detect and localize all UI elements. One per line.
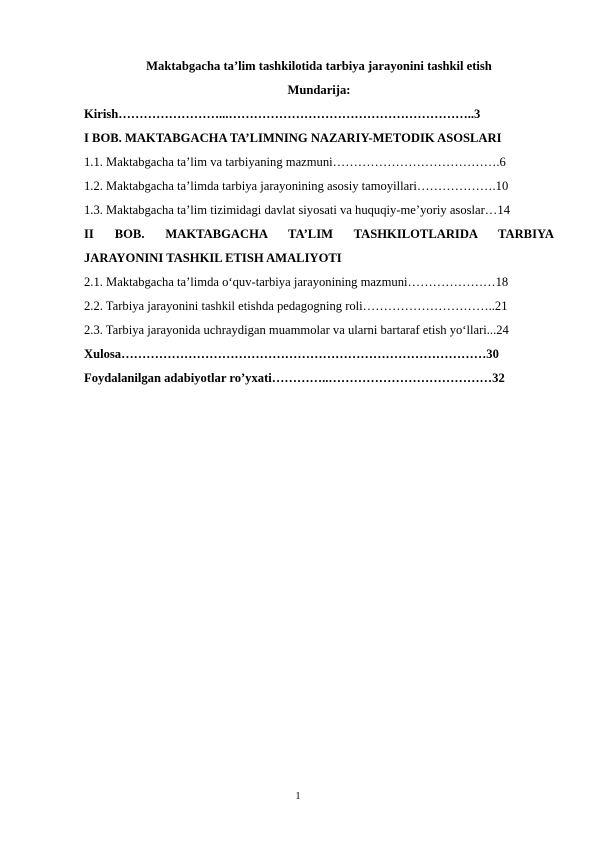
toc-chapter-2-heading: II BOB. MAKTABGACHA TA’LIM TASHKILOTLARIDA TARBIYA	[84, 227, 554, 241]
toc-chapter-2-heading-continued: JARAYONINI TASHKIL ETISH AMALIYOTI	[84, 251, 342, 265]
toc-entry-conclusion: Xulosa……………………………………………………………………………30	[84, 347, 499, 361]
toc-entry-2-3: 2.3. Tarbiya jarayonida uchraydigan muammolar va ularni bartaraf etish yo‘llari...24	[84, 323, 509, 337]
toc-entry-references: Foydalanilgan adabiyotlar ro’yxati…………..…………………………………32	[84, 371, 505, 385]
toc-chapter-1-heading: I BOB. MAKTABGACHA TA’LIMNING NAZARIY-METODIK ASOSLARI	[84, 131, 502, 145]
toc-entry-1-1: 1.1. Maktabgacha ta’lim va tarbiyaning mazmuni………………………………….6	[84, 155, 506, 169]
toc-entry-introduction: Kirish……………………...…………………………………………………..3	[84, 107, 481, 121]
toc-entry-1-3: 1.3. Maktabgacha ta’lim tizimidagi davlat siyosati va huquqiy-me’yoriy asoslar…14	[84, 203, 510, 217]
page-number: 1	[295, 791, 301, 802]
toc-entry-2-2: 2.2. Tarbiya jarayonini tashkil etishda pedagogning roli…………………………..21	[84, 299, 508, 313]
table-of-contents-heading: Mundarija:	[287, 83, 351, 97]
document-title: Maktabgacha ta’lim tashkilotida tarbiya jarayonini tashkil etish	[146, 59, 492, 73]
table-of-contents	[84, 106, 554, 394]
toc-entry-1-2: 1.2. Maktabgacha ta’limda tarbiya jarayonining asosiy tamoyillari……………….10	[84, 179, 509, 193]
toc-entry-2-1: 2.1. Maktabgacha ta’limda o‘quv-tarbiya jarayonining mazmuni…………………18	[84, 275, 509, 289]
